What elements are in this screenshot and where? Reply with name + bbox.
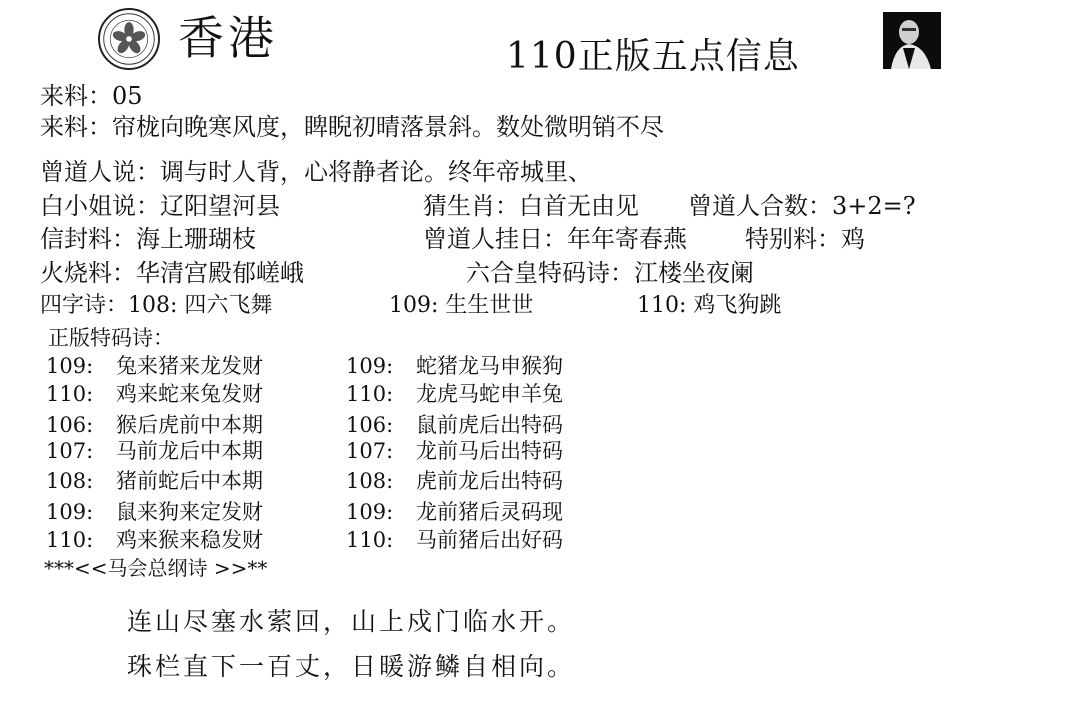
list-item: 107: 马前龙后中本期 <box>46 439 263 463</box>
huoshao-liao: 火烧料：华清宫殿郁嵯峨 <box>40 259 304 287</box>
list-item: 109: 蛇猪龙马申猴狗 <box>346 354 563 378</box>
hong-kong-emblem-icon <box>98 8 160 70</box>
page-title-main: 110正版五点信息 <box>506 36 800 77</box>
list-item: 109: 鼠来狗来定发财 <box>46 500 263 524</box>
mahui-poem-line-2: 珠栏直下一百丈，日暖游鳞自相向。 <box>127 652 576 681</box>
lailiao-number: 来料：05 <box>40 82 143 110</box>
sizi-poem-108: 四字诗：108: 四六飞舞 <box>40 293 273 318</box>
tebie-liao: 特别料：鸡 <box>745 225 865 253</box>
portrait-photo-icon <box>883 12 941 69</box>
baixiaojie-saying: 白小姐说：辽阳望河县 <box>40 192 280 220</box>
list-item: 106: 猴后虎前中本期 <box>46 413 263 437</box>
list-item: 110: 鸡来猴来稳发财 <box>46 528 263 552</box>
zengdaoren-guari: 曾道人挂日：年年寄春燕 <box>423 225 687 253</box>
liuhe-tema-poem: 六合皇特码诗：江楼坐夜阑 <box>466 259 754 287</box>
list-item: 110: 马前猪后出好码 <box>346 528 563 552</box>
list-item: 108: 猪前蛇后中本期 <box>46 469 263 493</box>
xinfeng-liao: 信封料：海上珊瑚枝 <box>40 225 256 253</box>
mahui-poem-heading: ***<<马会总纲诗 >>** <box>44 556 268 580</box>
zengdaoren-saying: 曾道人说：调与时人背，心将静者论。终年帝城里、 <box>40 158 592 186</box>
list-item: 108: 虎前龙后出特码 <box>346 469 563 493</box>
sizi-poem-109: 109: 生生世世 <box>389 293 534 318</box>
lailiao-poem: 来料：帘栊向晚寒风度，睥睨初晴落景斜。数处微明销不尽 <box>40 113 664 141</box>
list-item: 106: 鼠前虎后出特码 <box>346 413 563 437</box>
list-item: 110: 鸡来蛇来兔发财 <box>46 382 263 406</box>
list-item: 107: 龙前马后出特码 <box>346 439 563 463</box>
sizi-poem-110: 110: 鸡飞狗跳 <box>637 293 782 318</box>
list-item: 109: 兔来猪来龙发财 <box>46 354 263 378</box>
page-title-hk: 香港 <box>178 11 278 65</box>
list-item: 109: 龙前猪后灵码现 <box>346 500 563 524</box>
zengdaoren-heshu: 曾道人合数：3+2=? <box>688 192 916 220</box>
mahui-poem-line-1: 连山尽塞水萦回，山上戍门临水开。 <box>127 607 576 636</box>
cai-shengxiao: 猜生肖：白首无由见 <box>423 192 639 220</box>
zhengban-tema-heading: 正版特码诗： <box>48 326 174 350</box>
list-item: 110: 龙虎马蛇申羊兔 <box>346 382 563 406</box>
